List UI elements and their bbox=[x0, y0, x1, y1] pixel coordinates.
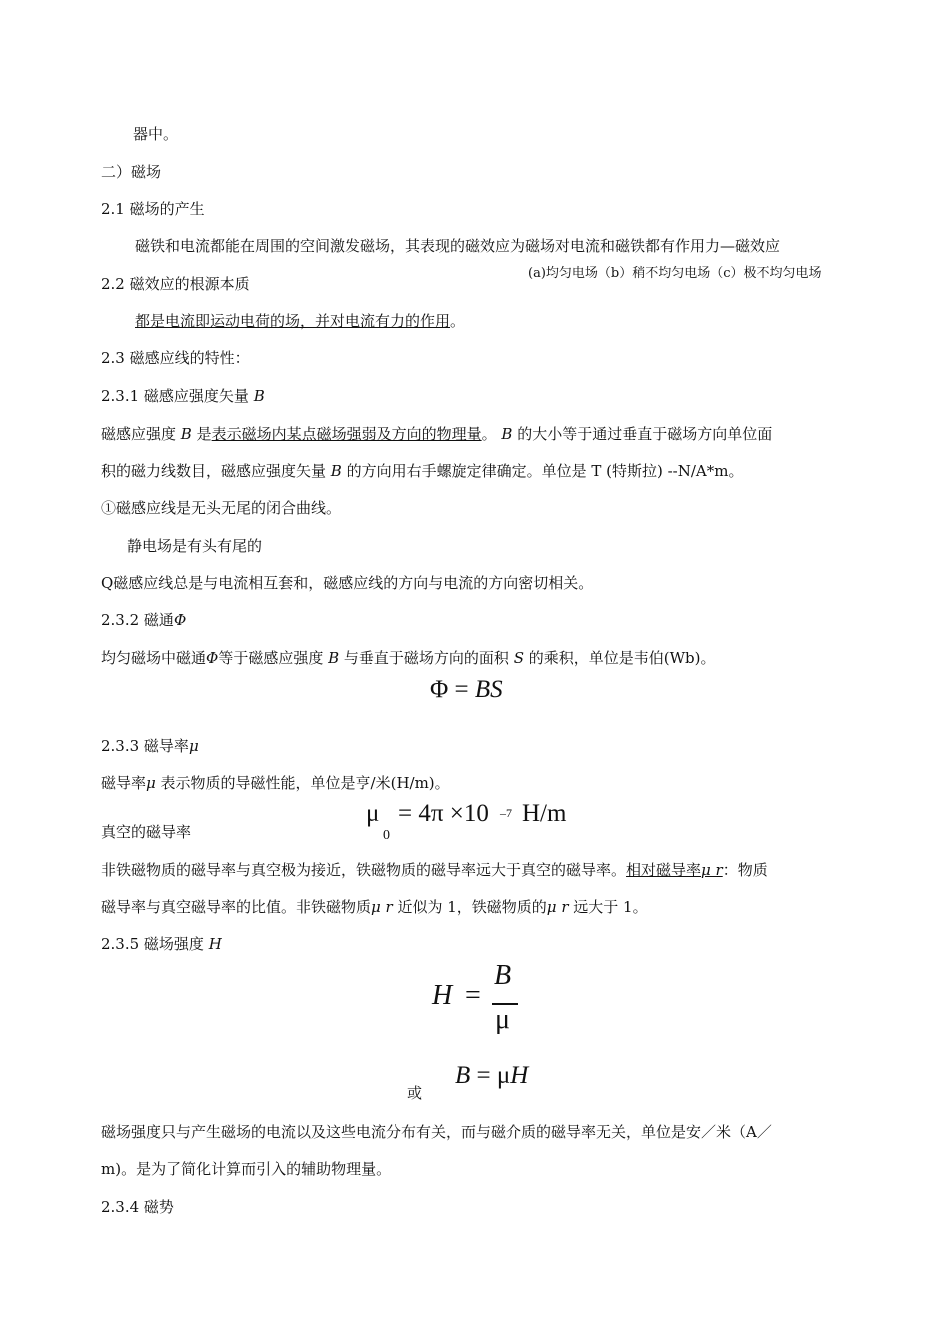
text-line bbox=[101, 424, 772, 444]
subsection-heading: 2.3 磁感应线的特性： bbox=[101, 349, 250, 367]
text-fragment: ：物质 bbox=[722, 861, 768, 879]
text-fragment: 磁导率与真空磁导率的比值。非铁磁物质 bbox=[101, 898, 372, 916]
equation-H-denominator: μ bbox=[495, 1004, 511, 1035]
equation-H-equals: = bbox=[465, 980, 481, 1011]
text-line: 静电场是有头有尾的 bbox=[127, 537, 263, 555]
symbol-B: B bbox=[180, 425, 192, 443]
underlined-text: 表示磁场内某点磁场强弱及方向的物理量 bbox=[211, 425, 482, 443]
equation-fragment: = μ bbox=[470, 1062, 511, 1089]
text-fragment: 远大于 1。 bbox=[568, 898, 648, 916]
text-fragment: 等于磁感应强度 bbox=[218, 649, 329, 667]
text-line: Q磁感应线总是与电流相互套和，磁感应线的方向与电流的方向密切相关。 bbox=[101, 574, 594, 592]
symbol-H: H bbox=[208, 935, 222, 953]
text-fragment: 2.3.3 磁导率 bbox=[101, 737, 189, 755]
subsection-heading: 2.2 磁效应的根源本质 bbox=[101, 275, 250, 293]
symbol-mu: μ bbox=[146, 774, 156, 792]
text-line bbox=[135, 311, 465, 331]
text-fragment: 是 bbox=[191, 425, 212, 443]
subsection-heading bbox=[101, 736, 199, 756]
text-fragment: 。 bbox=[450, 312, 466, 330]
subsection-heading bbox=[101, 610, 186, 630]
text-fragment: 与垂直于磁场方向的面积 bbox=[339, 649, 514, 667]
text-fragment: 积的磁力线数目，磁感应强度矢量 bbox=[101, 462, 331, 480]
symbol-mu-r: μ r bbox=[371, 898, 393, 916]
symbol-mu-r: μ r bbox=[701, 861, 723, 879]
equation-H-left: H bbox=[432, 980, 453, 1011]
subsection-heading: 2.3.4 磁势 bbox=[101, 1198, 174, 1216]
text-fragment: 表示物质的导磁性能，单位是亨/米(H/m)。 bbox=[155, 774, 450, 792]
symbol-phi: Φ bbox=[206, 649, 219, 667]
symbol-B: B bbox=[328, 649, 340, 667]
text-line: 真空的磁导率 bbox=[101, 823, 192, 841]
symbol-B: B bbox=[330, 462, 342, 480]
subsection-heading bbox=[101, 386, 265, 406]
equation-mu0-value: = 4π ×10 bbox=[398, 800, 489, 827]
text-fragment: 近似为 1，铁磁物质的 bbox=[392, 898, 547, 916]
text-line: 器中。 bbox=[133, 125, 179, 143]
text-fragment: 2.3.5 磁场强度 bbox=[101, 935, 209, 953]
symbol-phi: Φ bbox=[173, 611, 187, 629]
text-fragment: 2.3.2 磁通 bbox=[101, 611, 174, 629]
text-line bbox=[101, 897, 648, 917]
text-fragment: 均匀磁场中磁通 bbox=[101, 649, 207, 667]
equation-mu0-unit: H/m bbox=[522, 800, 567, 827]
underlined-text: 都是电流即运动电荷的场，并对电流有力的作用 bbox=[135, 312, 451, 330]
equation-mu0-subscript: 0 bbox=[383, 828, 390, 843]
text-fragment: 。 bbox=[481, 425, 502, 443]
text-line bbox=[101, 773, 450, 793]
symbol-B: B bbox=[253, 387, 265, 405]
equation-fragment: BS bbox=[474, 676, 503, 703]
text-fragment: 非铁磁物质的磁导率与真空极为接近，铁磁物质的磁导率远大于真空的磁导率。 bbox=[101, 861, 627, 879]
equation-fragment: H bbox=[510, 1062, 529, 1089]
text-fragment: 磁感应强度 bbox=[101, 425, 181, 443]
symbol-mu: μ bbox=[188, 737, 199, 755]
text-line: 磁铁和电流都能在周围的空间激发磁场，其表现的磁效应为磁场对电流和磁铁都有作用力—磁效应 bbox=[135, 237, 781, 255]
text-fragment: 2.3.1 磁感应强度矢量 bbox=[101, 387, 254, 405]
text-line bbox=[101, 648, 715, 668]
equation-B-muH bbox=[455, 1062, 528, 1090]
text-fragment: 磁导率 bbox=[101, 774, 147, 792]
subsection-heading: 2.1 磁场的产生 bbox=[101, 200, 205, 218]
text-line bbox=[101, 860, 768, 880]
equation-mu0-exponent: –7 bbox=[500, 806, 512, 820]
figure-caption: (a)均匀电场（b）稍不均匀电场（c）极不均匀电场 bbox=[528, 266, 822, 281]
text-line: ①磁感应线是无头无尾的闭合曲线。 bbox=[101, 499, 342, 517]
subsection-heading bbox=[101, 934, 222, 954]
equation-H-numerator: B bbox=[494, 960, 512, 991]
section-heading: 二）磁场 bbox=[101, 163, 162, 181]
text-line: 磁场强度只与产生磁场的电流以及这些电流分布有关，而与磁介质的磁导率无关，单位是安／米（A／ bbox=[101, 1123, 772, 1141]
equation-flux bbox=[430, 676, 503, 704]
underlined-text: 相对磁导率 bbox=[626, 861, 702, 879]
symbol-B: B bbox=[501, 425, 513, 443]
text-fragment: 的方向用右手螺旋定律确定。单位是 T (特斯拉) --N/A*m。 bbox=[341, 462, 744, 480]
text-line bbox=[101, 461, 743, 481]
equation-fragment: Φ = bbox=[430, 676, 475, 703]
text-line: 或 bbox=[407, 1084, 423, 1102]
symbol-S: S bbox=[513, 649, 524, 667]
equation-fragment: B bbox=[455, 1062, 471, 1089]
text-fragment: 的乘积，单位是韦伯(Wb)。 bbox=[523, 649, 716, 667]
text-fragment: 的大小等于通过垂直于磁场方向单位面 bbox=[512, 425, 773, 443]
symbol-mu-r: μ r bbox=[546, 898, 569, 916]
text-line: m)。是为了简化计算而引入的辅助物理量。 bbox=[101, 1160, 392, 1178]
equation-mu0-symbol: μ bbox=[366, 800, 380, 827]
